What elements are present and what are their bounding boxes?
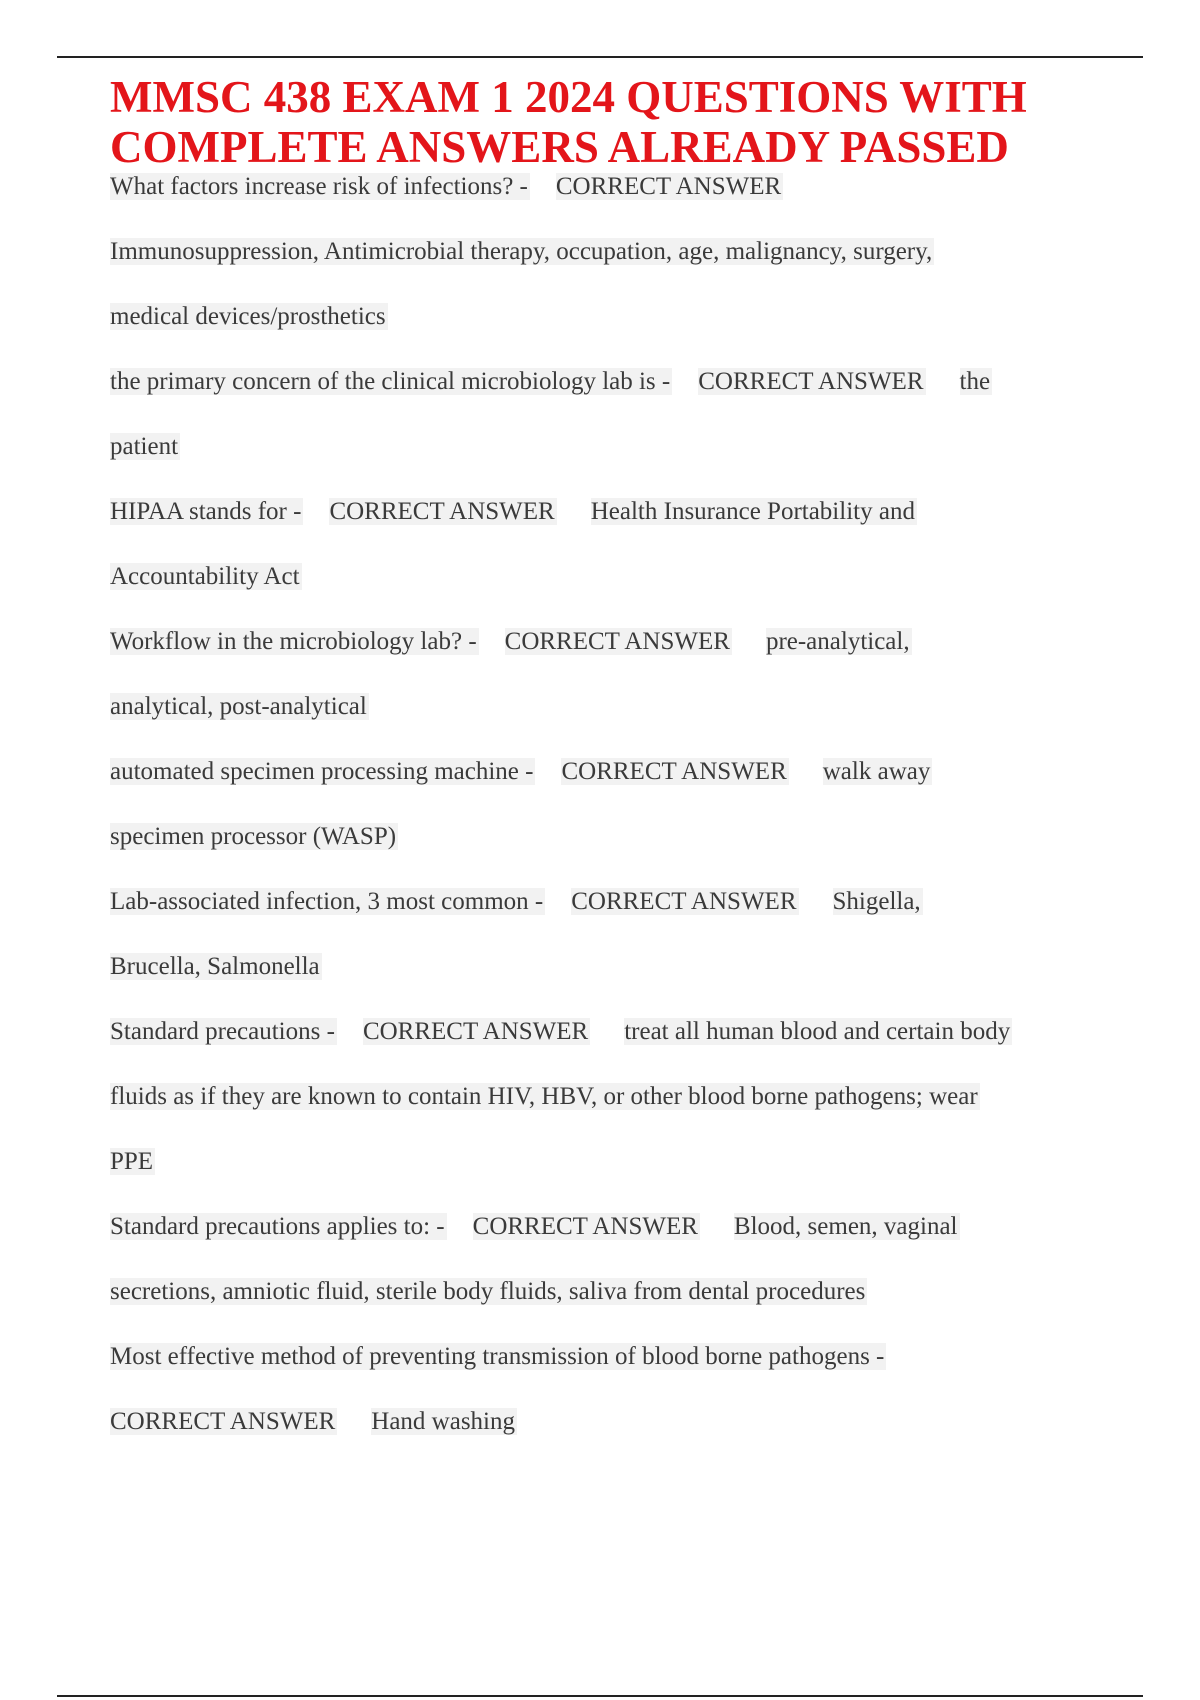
qa-line — [110, 818, 1130, 883]
qa-line — [110, 1273, 1130, 1338]
answer-text: Health Insurance Portability and — [590, 498, 915, 525]
answer-text: secretions, amniotic fluid, sterile body fluids, saliva from dental procedures — [110, 1278, 866, 1305]
answer-text: patient — [110, 433, 179, 460]
qa-line — [110, 428, 1130, 493]
correct-answer-label: CORRECT ANSWER — [329, 498, 555, 525]
correct-answer-label: CORRECT ANSWER — [555, 173, 782, 200]
qa-line — [110, 883, 1130, 948]
question-text: Standard precautions applies to: - — [110, 1213, 445, 1240]
qa-line — [110, 1208, 1130, 1273]
qa-line — [110, 168, 1130, 233]
question-text: Most effective method of preventing transmission of blood borne pathogens - — [110, 1343, 885, 1370]
correct-answer-label: CORRECT ANSWER — [504, 628, 730, 655]
correct-answer-label: CORRECT ANSWER — [561, 758, 787, 785]
answer-text: Shigella, — [832, 888, 921, 915]
correct-answer-label: CORRECT ANSWER — [571, 888, 797, 915]
qa-line — [110, 948, 1130, 1013]
answer-text: treat all human blood and certain body — [624, 1018, 1011, 1045]
question-text: Workflow in the microbiology lab? - — [110, 628, 477, 655]
qa-line — [110, 1078, 1130, 1143]
answer-text: PPE — [110, 1148, 154, 1175]
qa-line — [110, 558, 1130, 623]
answer-text: analytical, post-analytical — [110, 693, 367, 720]
answer-text: medical devices/prosthetics — [110, 303, 386, 330]
answer-text: the — [959, 368, 991, 395]
question-text: Standard precautions - — [110, 1018, 335, 1045]
qa-line — [110, 1143, 1130, 1208]
correct-answer-label: CORRECT ANSWER — [472, 1213, 698, 1240]
document-title — [110, 72, 1130, 172]
question-text: Lab-associated infection, 3 most common - — [110, 888, 544, 915]
qa-line — [110, 753, 1130, 818]
answer-text: pre-analytical, — [765, 628, 910, 655]
question-text: HIPAA stands for - — [110, 498, 302, 525]
qa-line — [110, 688, 1130, 753]
correct-answer-label: CORRECT ANSWER — [362, 1018, 589, 1045]
answer-text: Accountability Act — [110, 563, 300, 590]
top-rule — [57, 56, 1143, 58]
bottom-rule — [57, 1695, 1143, 1697]
document-page — [110, 72, 1130, 1468]
correct-answer-label: CORRECT ANSWER — [698, 368, 924, 395]
question-text: What factors increase risk of infections? - — [110, 173, 528, 200]
qa-line — [110, 493, 1130, 558]
title-line-2: COMPLETE ANSWERS ALREADY PASSED — [110, 122, 1009, 172]
answer-text: fluids as if they are known to contain HIV, HBV, or other blood borne pathogens; wear — [110, 1083, 978, 1110]
qa-line — [110, 1338, 1130, 1403]
question-text: automated specimen processing machine - — [110, 758, 534, 785]
answer-text: Immunosuppression, Antimicrobial therapy, occupation, age, malignancy, surgery, — [110, 238, 933, 265]
title-line-1: MMSC 438 EXAM 1 2024 QUESTIONS WITH — [110, 72, 1027, 122]
qa-line — [110, 363, 1130, 428]
question-text: the primary concern of the clinical microbiology lab is - — [110, 368, 671, 395]
answer-text: Blood, semen, vaginal — [733, 1213, 958, 1240]
answer-text: Brucella, Salmonella — [110, 953, 320, 980]
qa-line — [110, 1013, 1130, 1078]
answer-text: Hand washing — [371, 1408, 516, 1435]
qa-line — [110, 298, 1130, 363]
answer-text: specimen processor (WASP) — [110, 823, 397, 850]
answer-text: walk away — [822, 758, 931, 785]
correct-answer-label: CORRECT ANSWER — [110, 1408, 336, 1435]
qa-line — [110, 623, 1130, 688]
qa-line — [110, 233, 1130, 298]
qa-list — [110, 168, 1130, 1468]
qa-line — [110, 1403, 1130, 1468]
